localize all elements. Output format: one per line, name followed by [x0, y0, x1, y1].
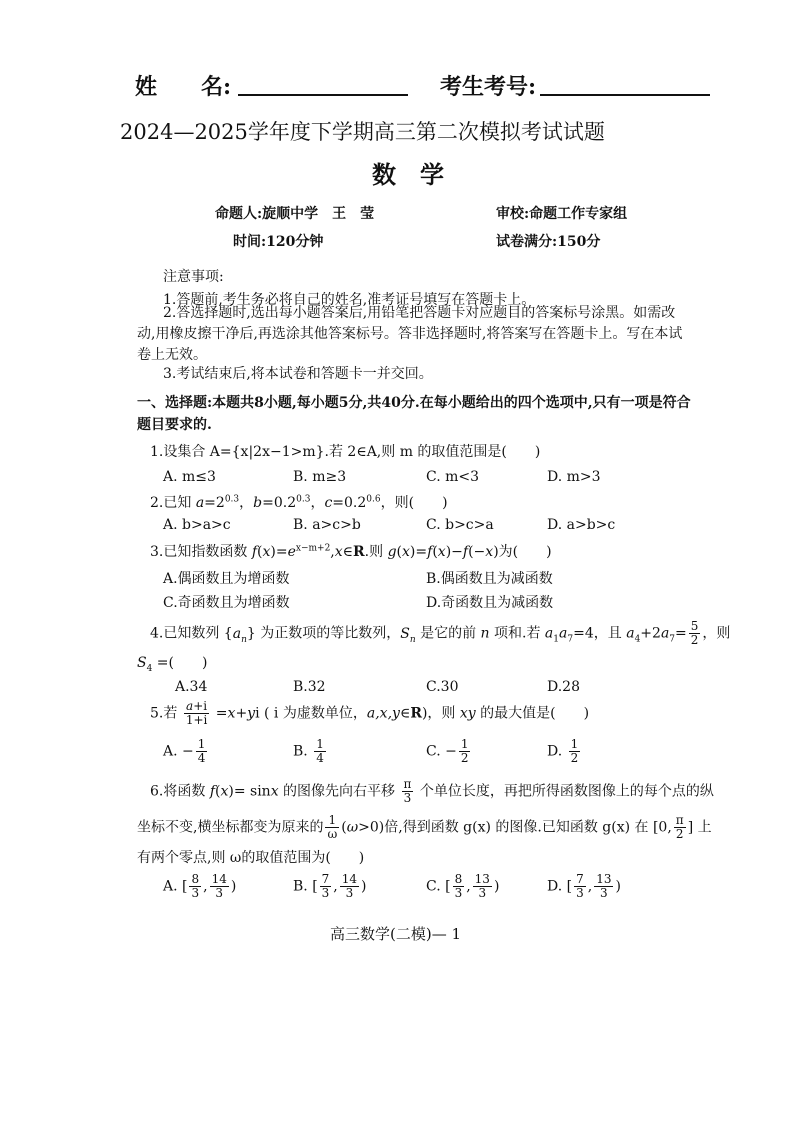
- q6-stem-line2: 坐标不变,横坐标都变为原来的 $\frac{1}{\omega}$ (ω>0)倍,得到函数 g(x) 的图像.已知函数 g(x) 在 [0, $\frac{\pi}{2}$ ] 上: [137, 813, 712, 841]
- q2-stem: 2.已知 $a=2^{0.3}$，$b=0.2^{0.3}$，$c=0.2^{0.6}$，则( ): [150, 494, 448, 511]
- note-2a: 2.答选择题时,选出每小题答案后,用铅笔把答题卡对应题目的答案标号涂黑。如需改: [163, 305, 676, 321]
- q2-option-a: A. b>a>c: [163, 517, 231, 533]
- exam-title: 2024—2025学年度下学期高三第二次模拟考试试题: [120, 120, 605, 144]
- q5-option-c: C. − $\frac{1}{2}$: [426, 737, 469, 765]
- q2-option-b: B. a>c>b: [293, 517, 361, 533]
- q4-stem: 4.已知数列 $\{a_n\}$ 为正数项的等比数列，$S_n$ 是它的前 n 项和.若 $a_1a_7=4$，且 $a_4+2a_7=$ $\frac{5}{2}$ ，则: [150, 619, 731, 647]
- full-score: 试卷满分:150分: [496, 234, 601, 250]
- q3-option-d: D.奇函数且为减函数: [426, 595, 554, 611]
- section-1-heading: 一、选择题:本题共8小题,每小题5分,共40分.在每小题给出的四个选项中,只有一项是符合: [137, 395, 691, 411]
- name-label: 姓 名:: [135, 74, 232, 100]
- author: 命题人:旋顺中学 王 莹: [215, 206, 375, 222]
- q5-option-d: D. $\frac{1}{2}$: [547, 737, 579, 765]
- q6-option-b: B. [ $\frac{7}{3}$ , $\frac{14}{3}$ ): [293, 872, 367, 900]
- note-2c: 卷上无效。: [137, 347, 207, 363]
- q1-option-c: C. m<3: [426, 469, 480, 485]
- reviewer: 审校:命题工作专家组: [496, 206, 628, 222]
- q4-option-b: B.32: [293, 679, 326, 695]
- q3-option-c: C.奇函数且为增函数: [163, 595, 290, 611]
- q1-option-d: D. m>3: [547, 469, 601, 485]
- q3-option-a: A.偶函数且为增函数: [163, 571, 290, 587]
- q4-option-c: C.30: [426, 679, 459, 695]
- subject-title: 数 学: [372, 160, 444, 189]
- q5-stem: 5.若 $\frac{a+i}{1+i}$ =x+yi ( i 为虚数单位，a,x,y∈R)，则 xy 的最大值是( ): [150, 699, 590, 727]
- q1-stem: 1.设集合 A={x|2x−1>m}.若 2∈A,则 m 的取值范围是( ): [150, 444, 541, 460]
- q6-option-a: A. [ $\frac{8}{3}$ , $\frac{14}{3}$ ): [163, 872, 237, 900]
- exam-id-field[interactable]: [540, 76, 710, 96]
- q5-option-a: A. − $\frac{1}{4}$: [163, 737, 206, 765]
- time-limit: 时间:120分钟: [233, 234, 324, 250]
- notes-heading: 注意事项:: [163, 269, 224, 285]
- q4-stem-cont: $S_4$ =( ): [137, 655, 208, 674]
- q6-stem: 6.将函数 f(x)= sinx 的图像先向右平移 $\frac{\pi}{3}$ 个单位长度，再把所得函数图像上的每个点的纵: [150, 777, 714, 805]
- note-2b: 动,用橡皮擦干净后,再选涂其他答案标号。答非选择题时,将答案写在答题卡上。写在本试: [137, 326, 683, 342]
- q5-option-b: B. $\frac{1}{4}$: [293, 737, 324, 765]
- q1-option-b: B. m≥3: [293, 469, 347, 485]
- exam-id-label: 考生考号:: [440, 74, 537, 100]
- q4-option-d: D.28: [547, 679, 580, 695]
- page-footer: 高三数学(二模)— 1: [330, 925, 462, 943]
- q2-option-c: C. b>c>a: [426, 517, 494, 533]
- q3-stem: 3.已知指数函数 $f(x)=e^{x-m+2},x\in R$.则 g(x)=f(x)−f(−x)为( ): [150, 543, 552, 560]
- q2-option-d: D. a>b>c: [547, 517, 616, 533]
- q1-option-a: A. m≤3: [163, 469, 216, 485]
- q6-option-d: D. [ $\frac{7}{3}$ , $\frac{13}{3}$ ): [547, 872, 621, 900]
- q6-option-c: C. [ $\frac{8}{3}$ , $\frac{13}{3}$ ): [426, 872, 500, 900]
- section-1-heading-cont: 题目要求的.: [137, 417, 212, 433]
- note-1: 1.答题前,考生务必将自己的姓名,准考证号填写在答题卡上。: [163, 292, 536, 308]
- q4-option-a: A.34: [175, 679, 208, 695]
- q3-option-b: B.偶函数且为减函数: [426, 571, 553, 587]
- q6-stem-line3: 有两个零点,则 ω的取值范围为( ): [137, 850, 365, 866]
- name-field[interactable]: [238, 76, 408, 96]
- note-3: 3.考试结束后,将本试卷和答题卡一并交回。: [163, 366, 433, 382]
